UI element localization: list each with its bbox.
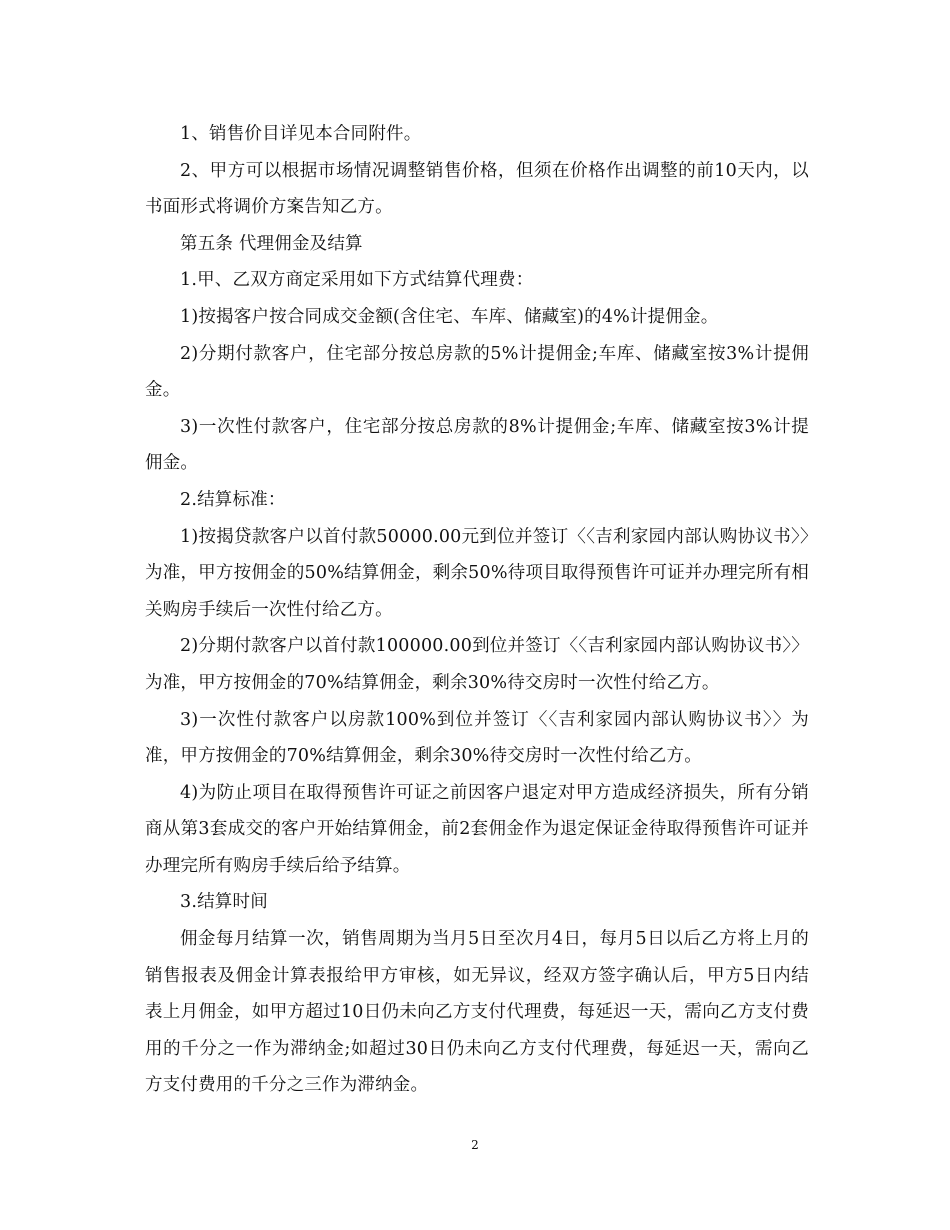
document-body bbox=[145, 116, 809, 1104]
paragraph-settlement-standard: 2.结算标准： bbox=[180, 489, 286, 510]
paragraph-price-adjustment: 2、甲方可以根据市场情况调整销售价格，但须在价格作出调整的前10天内，以书面形式将调价方案告知乙方。 bbox=[145, 160, 809, 218]
paragraph-mortgage-settlement: 1)按揭贷款客户以首付款50000.00元到位并签订〈〈吉利家园内部认购协议书〉〉为准，甲方按佣金的50%结算佣金，剩余50%待项目取得预售许可证并办理完所有相关购房手续后一次性付给乙方。 bbox=[145, 526, 809, 620]
section-heading-article-5: 第五条 代理佣金及结算 bbox=[180, 233, 363, 254]
paragraph-mortgage-commission: 1)按揭客户按合同成交金额(含住宅、车库、储藏室)的4%计提佣金。 bbox=[180, 306, 719, 327]
paragraph-settlement-time-heading: 3.结算时间 bbox=[180, 892, 268, 913]
paragraph-price-list: 1、销售价目详见本合同附件。 bbox=[180, 124, 422, 144]
paragraph-installment-settlement: 2)分期付款客户以首付款100000.00到位并签订〈〈吉利家园内部认购协议书〉〉为准，甲方按佣金的70%结算佣金，剩余30%待交房时一次性付给乙方。 bbox=[145, 636, 809, 693]
paragraph-deposit-guarantee: 4)为防止项目在取得预售许可证之前因客户退定对甲方造成经济损失，所有分销商从第3套成交的客户开始结算佣金，前2套佣金作为退定保证金待取得预售许可证并办理完所有购房手续后给予结算。 bbox=[145, 782, 809, 876]
page-number: 2 bbox=[471, 1138, 479, 1152]
paragraph-installment-commission: 2)分期付款客户，住宅部分按总房款的5%计提佣金;车库、储藏室按3%计提佣金。 bbox=[145, 343, 809, 401]
paragraph-settlement-time-details: 佣金每月结算一次，销售周期为当月5日至次月4日，每月5日以后乙方将上月的销售报表及佣金计算表报给甲方审核，如无异议，经双方签字确认后，甲方5日内结表上月佣金，如甲方超过10日仍未向乙方支付代理费，每延迟一天，需向乙方支付费用的千分之一作为滞纳金;如超过30日仍未向乙方支付代理费，每延迟一天，需向乙方支付费用的千分之三作为滞纳金。 bbox=[145, 929, 809, 1096]
paragraph-settlement-method: 1.甲、乙双方商定采用如下方式结算代理费： bbox=[180, 270, 534, 291]
paragraph-lump-sum-commission: 3)一次性付款客户，住宅部分按总房款的8%计提佣金;车库、储藏室按3%计提佣金。 bbox=[145, 416, 809, 474]
paragraph-lump-sum-settlement: 3)一次性付款客户以房款100%到位并签订〈〈吉利家园内部认购协议书〉〉为准，甲方按佣金的70%结算佣金，剩余30%待交房时一次性付给乙方。 bbox=[145, 709, 809, 767]
